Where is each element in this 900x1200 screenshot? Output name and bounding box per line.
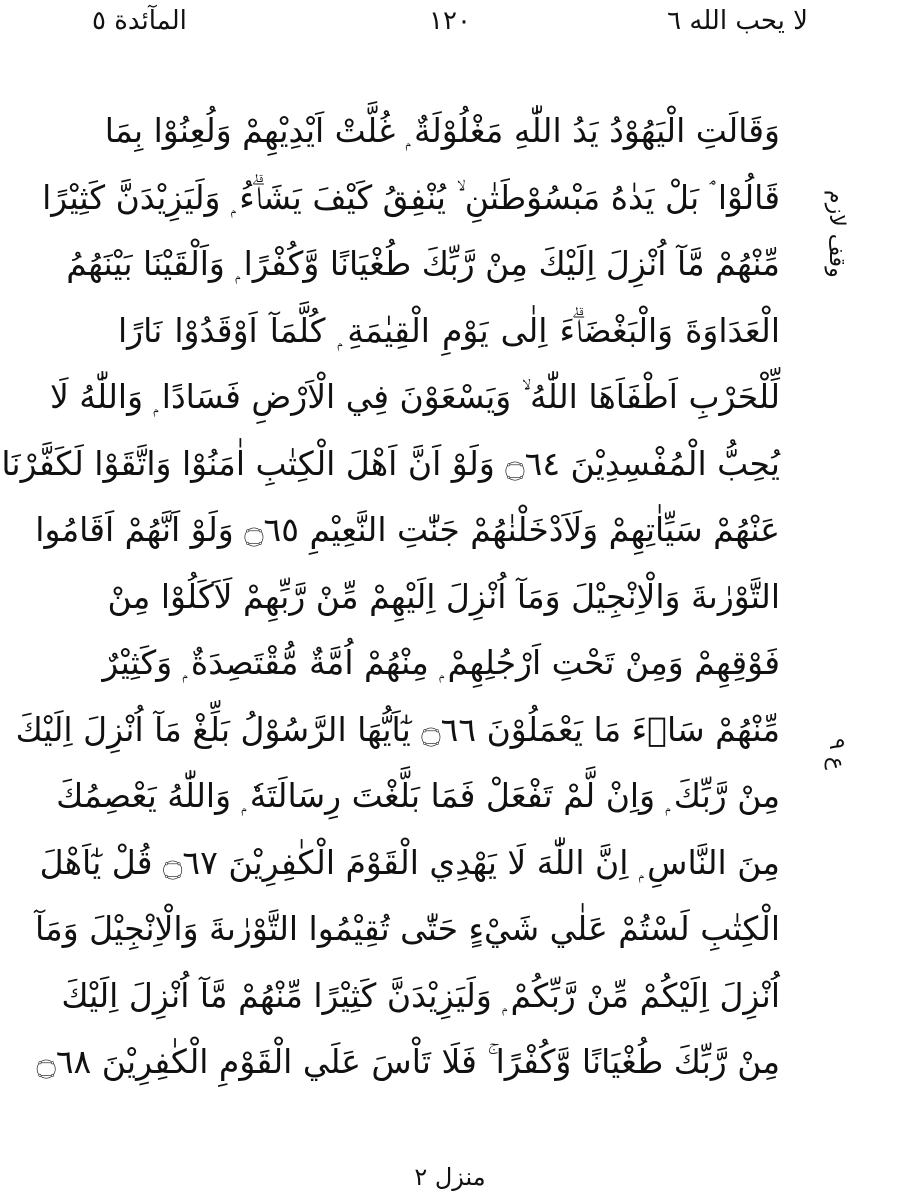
verse-line-7: عَنْهُمْ سَيِّاٰتِهِمْ وَلَاَدْخَلْنٰهُمْ جَنّٰتِ النَّعِيْمِ ۝٦٥ وَلَوْ اَنَّهُمْ اَقَامُوا — [35, 510, 780, 549]
verse-line-9: فَوْقِهِمْ وَمِنْ تَحْتِ اَرْجُلِهِمْ ۭ مِنْهُمْ اُمَّةٌ مُّقْتَصِدَةٌ ۭ وَكَثِيْرٌ — [102, 643, 780, 682]
page-number: ١٢٠ — [429, 6, 471, 36]
verse-line-11: مِنْ رَّبِّكَ ۭ وَاِنْ لَّمْ تَفْعَلْ فَمَا بَلَّغْتَ رِسَالَتَهٗ ۭ وَاللّٰهُ يَعْصِمُكَ — [56, 776, 780, 815]
verse-line-3: مِّنْهُمْ مَّآ اُنْزِلَ اِلَيْكَ مِنْ رَّبِّكَ طُغْيَانًا وَّكُفْرًا ۭ وَاَلْقَيْنَا بَيْنَهُمُ — [66, 244, 780, 283]
verse-line-13: الْكِتٰبِ لَسْتُمْ عَلٰي شَيْءٍ حَتّٰى تُقِيْمُوا التَّوْرٰىةَ وَالْاِنْجِيْلَ وَمَآ — [35, 909, 780, 948]
verse-text-block — [1, 98, 780, 1096]
verse-line-5: لِّلْحَرْبِ اَطْفَاَهَا اللّٰهُ ۙ وَيَسْعَوْنَ فِي الْاَرْضِ فَسَادًا ۭ وَاللّٰهُ لَا — [49, 377, 780, 416]
margin-note-ruku: ع ٩ — [824, 738, 849, 770]
verse-line-14: اُنْزِلَ اِلَيْكُمْ مِّنْ رَّبِّكُمْ ۭ وَلَيَزِيْدَنَّ كَثِيْرًا مِّنْهُمْ مَّآ اُنْزِلَ اِلَيْكَ — [61, 975, 780, 1015]
verse-line-10: مِّنْهُمْ سَاۗءَ مَا يَعْمَلُوْنَ ۝٦٦ يٰٓاَيُّهَا الرَّسُوْلُ بَلِّغْ مَآ اُنْزِلَ اِلَيْكَ — [15, 709, 780, 749]
verse-line-1: وَقَالَتِ الْيَهُوْدُ يَدُ اللّٰهِ مَغْلُوْلَةٌ ۭ غُلَّتْ اَيْدِيْهِمْ وَلُعِنُوْا بِمَا — [104, 111, 780, 150]
verse-line-2: قَالُوْا ۘ بَلْ يَدٰهُ مَبْسُوْطَتٰنِ ۙ يُنْفِقُ كَيْفَ يَشَاۗءُ ۭ وَلَيَزِيْدَنَّ كَثِيْرًا — [42, 177, 780, 217]
verse-line-6: يُحِبُّ الْمُفْسِدِيْنَ ۝٦٤ وَلَوْ اَنَّ اَهْلَ الْكِتٰبِ اٰمَنُوْا وَاتَّقَوْا لَكَفَّرْنَا — [1, 443, 780, 483]
page-header — [0, 0, 900, 48]
verse-line-12: مِنَ النَّاسِ ۭ اِنَّ اللّٰهَ لَا يَهْدِي الْقَوْمَ الْكٰفِرِيْنَ ۝٦٧ قُلْ يٰٓاَهْلَ — [39, 842, 780, 882]
surah-name: المآئدة ٥ — [92, 6, 187, 36]
manzil-footer: منزل ٢ — [414, 1163, 486, 1191]
verse-line-8: التَّوْرٰىةَ وَالْاِنْجِيْلَ وَمَآ اُنْزِلَ اِلَيْهِمْ مِّنْ رَّبِّهِمْ لَاَكَلُوْا مِنْ — [107, 576, 780, 616]
verse-line-15: مِنْ رَّبِّكَ طُغْيَانًا وَّكُفْرًا ۚ فَلَا تَاْسَ عَلَي الْقَوْمِ الْكٰفِرِيْنَ ۝٦٨ — [36, 1042, 780, 1081]
margin-note-waqf: وقف لازم — [824, 190, 849, 278]
juz-name: لا يحب الله ٦ — [667, 6, 808, 36]
verse-line-4: الْعَدَاوَةَ وَالْبَغْضَاۗءَ اِلٰى يَوْمِ الْقِيٰمَةِ ۭ كُلَّمَآ اَوْقَدُوْا نَارًا — [118, 310, 780, 350]
